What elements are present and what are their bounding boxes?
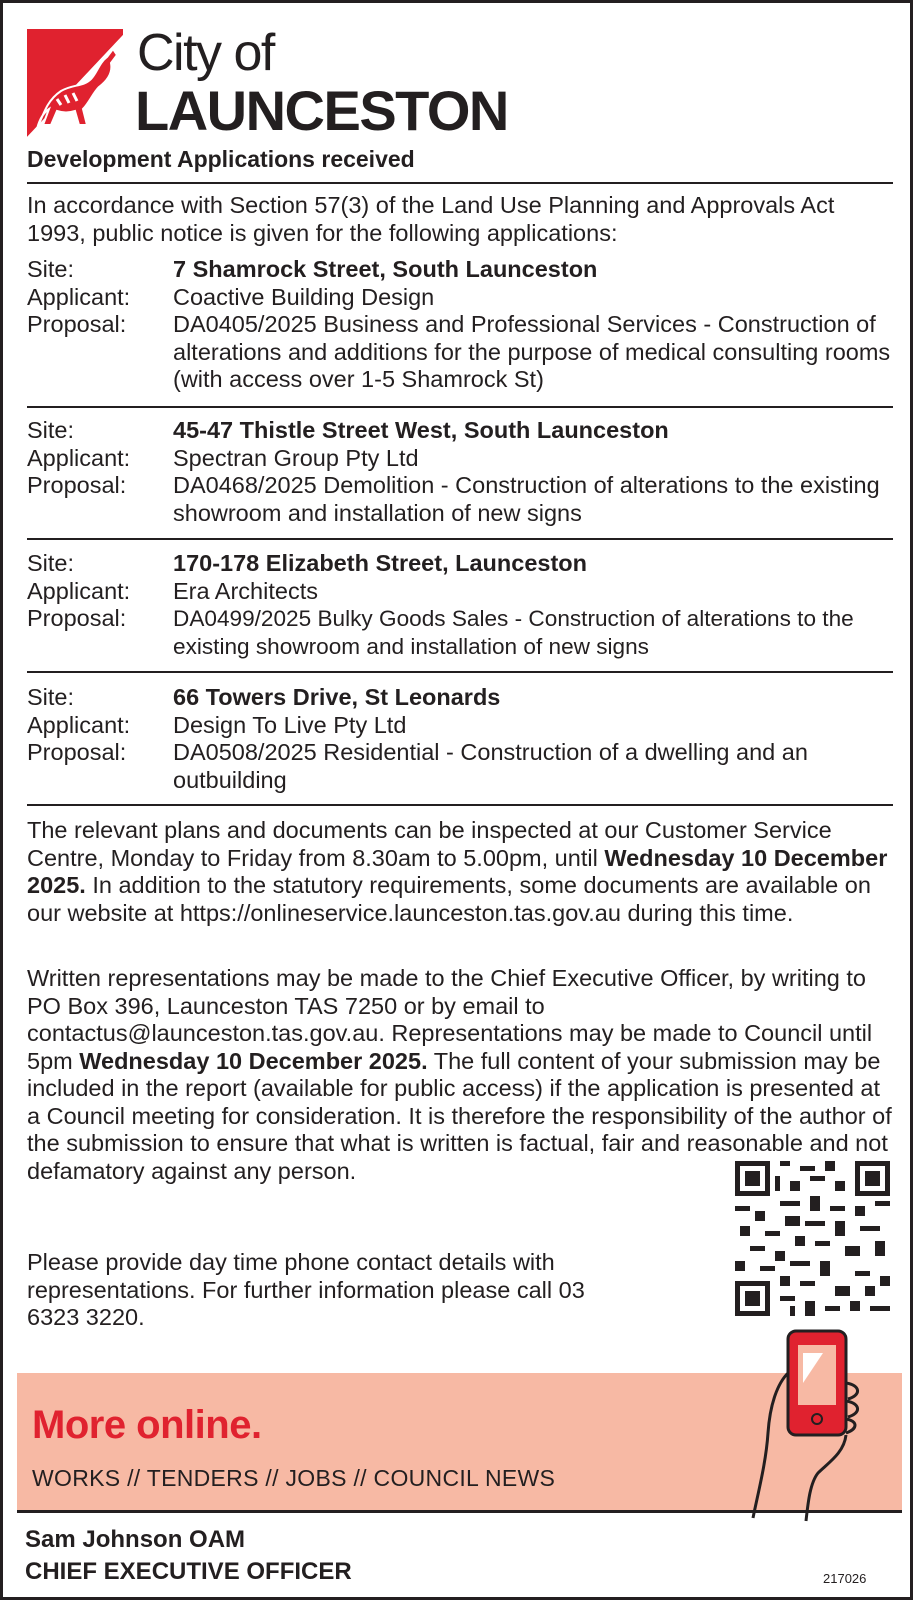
site-label: Site: <box>27 550 75 576</box>
contact-paragraph: Please provide day time phone contact details with representations. For further information please call 03 6323 3220. <box>27 1249 585 1330</box>
inspection-deadline: Wednesday 10 December 2025. <box>27 844 888 898</box>
applicant-value: Coactive Building Design <box>173 283 435 310</box>
inspection-paragraph <box>27 817 897 927</box>
applicant-value: Design To Live Pty Ltd <box>173 711 407 738</box>
site-label: Site: <box>27 256 75 282</box>
inspection-text: The relevant plans and documents can be inspected at our Customer Service Centre, Monday to Friday from 8.30am to 5.00pm, until <box>27 817 832 871</box>
applicant-label: Applicant: <box>27 283 131 310</box>
divider <box>27 671 893 673</box>
application-entry <box>27 684 897 794</box>
site-label: Site: <box>27 417 75 443</box>
hand-holding-phone-icon <box>748 1323 898 1523</box>
signatory-title: CHIEF EXECUTIVE OFFICER <box>25 1558 352 1585</box>
divider <box>27 182 893 184</box>
applicant-label: Applicant: <box>27 444 131 471</box>
site-value: 45-47 Thistle Street West, South Launceston <box>173 417 669 443</box>
proposal-value: DA0499/2025 Bulky Goods Sales - Construction of alterations to the existing showroom and installation of new signs <box>173 606 854 659</box>
representations-paragraph <box>27 965 897 1185</box>
applicant-value: Era Architects <box>173 577 318 604</box>
applicant-value: Spectran Group Pty Ltd <box>173 444 419 471</box>
proposal-value: DA0468/2025 Demolition - Construction of alterations to the existing showroom and installation of new signs <box>173 472 880 526</box>
proposal-label: Proposal: <box>27 605 127 631</box>
logo-city-of: City of <box>137 24 274 82</box>
inspection-text-cont: In addition to the statutory requirements, some documents are available on our website at https://onlineservice.launceston.tas.gov.au during this time. <box>27 872 871 926</box>
logo-launceston: LAUNCESTON <box>135 79 508 142</box>
divider <box>27 804 893 806</box>
proposal-value: DA0405/2025 Business and Professional Services - Construction of alterations and additions for the purpose of medical consulting rooms (with access over 1-5 Shamrock St) <box>173 311 891 392</box>
divider <box>27 538 893 540</box>
council-logo <box>27 24 508 142</box>
reference-number: 217026 <box>823 1571 867 1586</box>
representations-text: Written representations may be made to the Chief Executive Officer, by writing to PO Box 396, Launceston TAS 7250 or by email to contactus@launceston.tas.gov.au. Representations may be made to Council until 5pm <box>27 965 873 1074</box>
applicant-label: Applicant: <box>27 711 131 738</box>
proposal-label: Proposal: <box>27 472 127 498</box>
banner-links: WORKS // TENDERS // JOBS // COUNCIL NEWS <box>32 1465 556 1491</box>
tasmanian-tiger-logo-icon <box>27 29 123 137</box>
proposal-label: Proposal: <box>27 739 127 765</box>
application-entry <box>27 550 897 660</box>
proposal-value: DA0508/2025 Residential - Construction of a dwelling and an outbuilding <box>173 739 808 793</box>
page-title: Development Applications received <box>27 146 415 172</box>
divider <box>27 406 893 408</box>
site-value: 66 Towers Drive, St Leonards <box>173 684 501 710</box>
site-value: 170-178 Elizabeth Street, Launceston <box>173 550 588 576</box>
site-label: Site: <box>27 684 75 710</box>
application-entry <box>27 256 897 394</box>
qr-code-icon[interactable] <box>735 1161 890 1316</box>
banner-title: More online. <box>32 1403 262 1447</box>
intro-paragraph: In accordance with Section 57(3) of the Land Use Planning and Approvals Act 1993, public notice is given for the following applications: <box>27 192 835 246</box>
proposal-label: Proposal: <box>27 311 127 337</box>
representations-deadline: Wednesday 10 December 2025. <box>79 1047 428 1074</box>
representations-text-cont: The full content of your submission may be included in the report (available for public access) if the application is presented at a Council meeting for consideration. It is therefore the responsibility of the author of the submission to ensure that what is written is factual, fair and reasonable and not defamatory against any person. <box>27 1047 892 1184</box>
signatory-name: Sam Johnson OAM <box>25 1526 246 1553</box>
applicant-label: Applicant: <box>27 577 131 604</box>
application-entry <box>27 417 897 527</box>
site-value: 7 Shamrock Street, South Launceston <box>173 256 598 282</box>
